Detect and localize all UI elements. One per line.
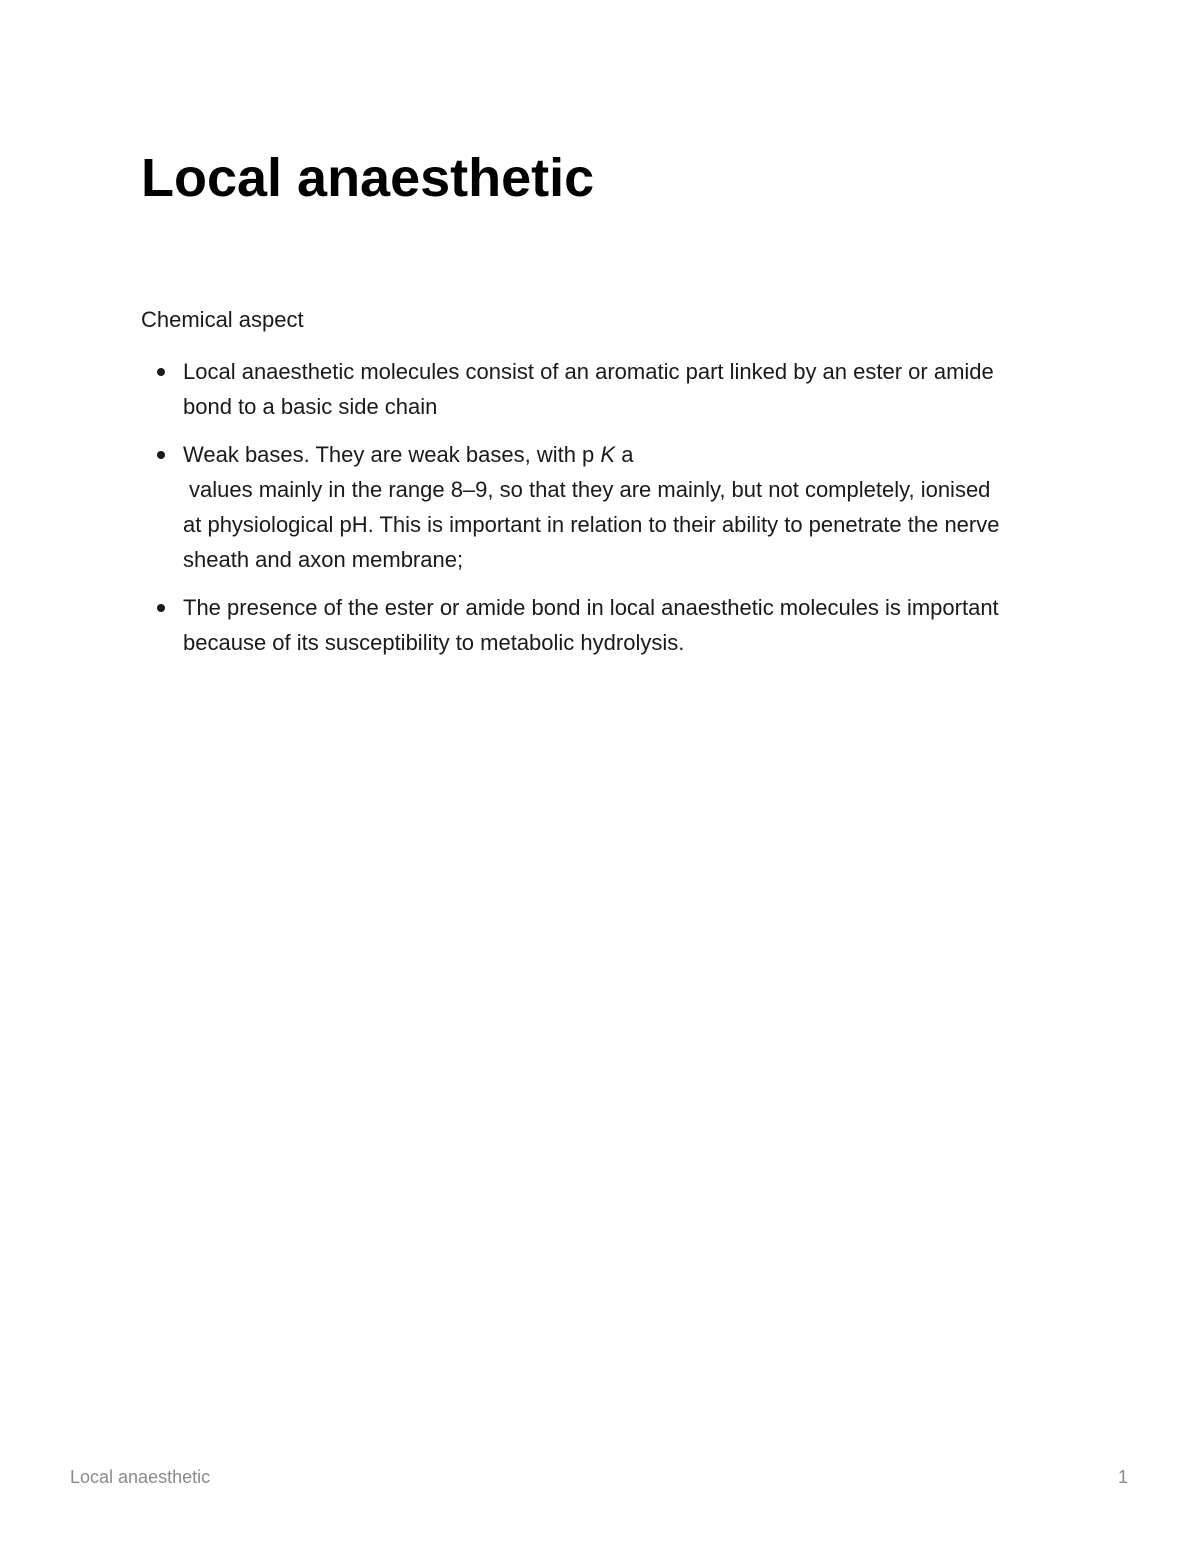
list-item (141, 354, 1081, 424)
list-item-text-line: at physiological pH. This is important in relation to their ability to penetrate the nerve (183, 512, 1000, 537)
bullet-list (141, 354, 1081, 673)
page-title: Local anaesthetic (141, 148, 595, 208)
list-item-text-line: sheath and axon membrane; (183, 547, 464, 572)
footer-document-title: Local anaesthetic (70, 1467, 211, 1487)
bullet-dot-icon (157, 604, 165, 612)
list-item-text-line: Local anaesthetic molecules consist of an aromatic part linked by an ester or amide (183, 359, 994, 384)
bullet-dot-icon (157, 451, 165, 459)
list-item (141, 590, 1081, 660)
list-item-text-suffix: a (615, 442, 634, 467)
list-item-text-line: because of its susceptibility to metabolic hydrolysis. (183, 630, 685, 655)
list-item (141, 437, 1081, 577)
footer-page-number: 1 (1117, 1467, 1128, 1487)
list-item-text-line: The presence of the ester or amide bond in local anaesthetic molecules is important (183, 595, 999, 620)
bullet-dot-icon (157, 368, 165, 376)
list-item-text-line: values mainly in the range 8–9, so that they are mainly, but not completely, ionised (189, 477, 991, 502)
section-heading: Chemical aspect (141, 307, 304, 332)
list-item-text-prefix: Weak bases. They are weak bases, with p (183, 442, 601, 467)
list-item-text-italic: K (600, 442, 616, 467)
list-item-text-line: bond to a basic side chain (183, 394, 438, 419)
list-item-text-line (183, 437, 1081, 472)
